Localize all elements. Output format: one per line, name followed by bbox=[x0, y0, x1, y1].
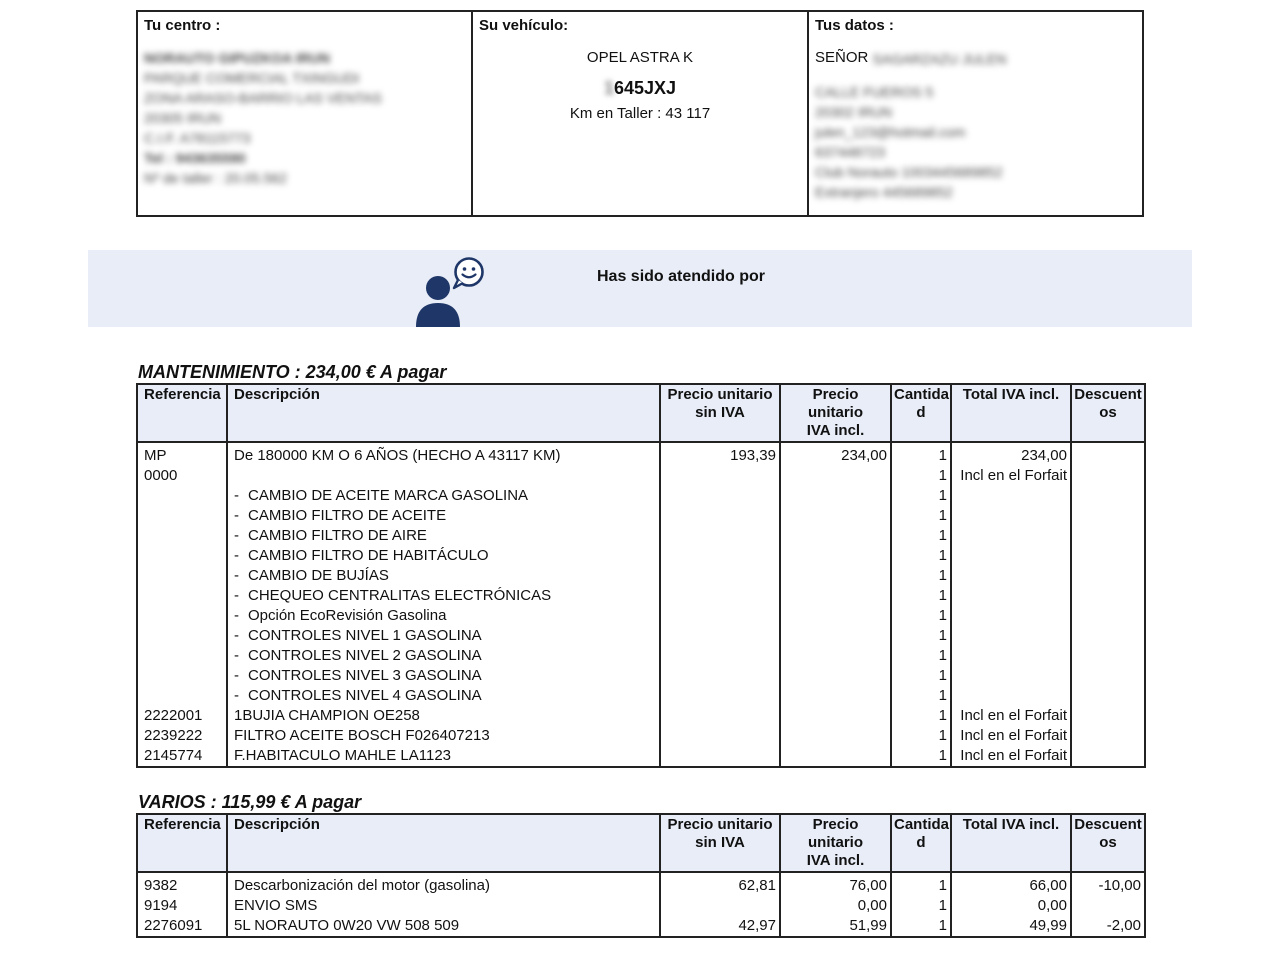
cell-descripcion bbox=[227, 486, 660, 506]
cell-precio-iva bbox=[780, 626, 891, 646]
cell-referencia bbox=[137, 706, 227, 726]
cell-total-text: 0,00 bbox=[1037, 897, 1067, 914]
bullet-dash: - bbox=[234, 667, 239, 684]
cell-cantidad bbox=[891, 706, 951, 726]
cell-referencia bbox=[137, 646, 227, 666]
cell-precio-iva bbox=[780, 606, 891, 626]
cell-total bbox=[951, 666, 1071, 686]
centro-line: Nº de taller : 20.05.562 bbox=[144, 170, 287, 186]
cell-descripcion-text: Opción EcoRevisión Gasolina bbox=[248, 607, 447, 624]
cell-referencia bbox=[137, 486, 227, 506]
cell-precio-iva-text: 234,00 bbox=[841, 447, 887, 464]
col-descripcion: Descripción bbox=[227, 814, 660, 872]
table-header-row bbox=[137, 384, 1145, 442]
license-plate bbox=[479, 78, 801, 99]
col-label: os bbox=[1099, 404, 1117, 421]
cell-cantidad bbox=[891, 466, 951, 486]
cell-descripcion-text: F.HABITACULO MAHLE LA1123 bbox=[234, 747, 452, 764]
cell-cantidad bbox=[891, 896, 951, 916]
table-row bbox=[137, 646, 1145, 666]
cell-cantidad bbox=[891, 506, 951, 526]
col-referencia: Referencia bbox=[137, 384, 227, 442]
table-row bbox=[137, 486, 1145, 506]
col-precio-iva bbox=[780, 384, 891, 442]
cell-descripcion bbox=[227, 526, 660, 546]
cell-cantidad-text: 1 bbox=[938, 507, 947, 524]
cell-precio-sin-iva bbox=[660, 586, 780, 606]
cell-total bbox=[951, 586, 1071, 606]
customer-line: 20302 IRUN bbox=[815, 104, 893, 120]
cell-descripcion bbox=[227, 546, 660, 566]
col-total: Total IVA incl. bbox=[951, 384, 1071, 442]
cell-precio-iva bbox=[780, 526, 891, 546]
cell-cantidad bbox=[891, 486, 951, 506]
col-label: os bbox=[1099, 834, 1117, 851]
col-label: Cantida bbox=[894, 386, 950, 403]
cell-cantidad bbox=[891, 726, 951, 746]
cell-cantidad bbox=[891, 566, 951, 586]
bullet-dash: - bbox=[234, 647, 239, 664]
cell-referencia bbox=[137, 626, 227, 646]
cell-descuento bbox=[1071, 666, 1145, 686]
cell-cantidad-text: 1 bbox=[938, 567, 947, 584]
cell-descripcion-text: ENVIO SMS bbox=[234, 897, 318, 914]
table-row bbox=[137, 686, 1145, 706]
plate-visible-part: 645JXJ bbox=[613, 78, 677, 98]
customer-name: SAGARZAZU JULEN bbox=[872, 51, 1007, 67]
cell-cantidad-text: 1 bbox=[938, 667, 947, 684]
cell-descripcion bbox=[227, 706, 660, 726]
cell-descripcion-text: CONTROLES NIVEL 2 GASOLINA bbox=[248, 647, 482, 664]
col-descripcion: Descripción bbox=[227, 384, 660, 442]
cell-precio-sin-iva bbox=[660, 566, 780, 586]
cell-total bbox=[951, 442, 1071, 466]
cell-descripcion bbox=[227, 646, 660, 666]
cell-precio-iva bbox=[780, 746, 891, 767]
cell-referencia-text: 2239222 bbox=[144, 727, 203, 744]
cell-total-text: Incl en el Forfait bbox=[960, 727, 1067, 744]
table-row bbox=[137, 606, 1145, 626]
cell-descripcion bbox=[227, 442, 660, 466]
cell-referencia-text: 9382 bbox=[144, 877, 178, 894]
cell-descuento bbox=[1071, 526, 1145, 546]
col-label: d bbox=[916, 404, 926, 421]
col-precio-iva bbox=[780, 814, 891, 872]
cell-referencia bbox=[137, 606, 227, 626]
cell-total bbox=[951, 506, 1071, 526]
cell-precio-iva bbox=[780, 506, 891, 526]
centro-line: 20305 IRUN bbox=[144, 110, 222, 126]
cell-descuento bbox=[1071, 466, 1145, 486]
cell-total bbox=[951, 606, 1071, 626]
cell-descripcion bbox=[227, 466, 660, 486]
cell-cantidad-text: 1 bbox=[938, 647, 947, 664]
datos-panel bbox=[809, 12, 1142, 215]
cell-precio-sin-iva bbox=[660, 896, 780, 916]
cell-precio-iva bbox=[780, 486, 891, 506]
cell-descuento bbox=[1071, 546, 1145, 566]
bullet-dash: - bbox=[234, 627, 239, 644]
cell-referencia bbox=[137, 896, 227, 916]
table-row bbox=[137, 896, 1145, 916]
cell-descripcion bbox=[227, 686, 660, 706]
cell-cantidad-text: 1 bbox=[938, 747, 947, 764]
bullet-dash: - bbox=[234, 567, 239, 584]
cell-referencia-text: 2145774 bbox=[144, 747, 203, 764]
cell-cantidad-text: 1 bbox=[938, 727, 947, 744]
cell-precio-iva bbox=[780, 442, 891, 466]
cell-cantidad-text: 1 bbox=[938, 707, 947, 724]
cell-precio-sin-iva bbox=[660, 626, 780, 646]
salutation: SEÑOR bbox=[815, 49, 869, 66]
cell-descuento-text: -10,00 bbox=[1098, 877, 1141, 894]
cell-cantidad bbox=[891, 666, 951, 686]
table-header-row bbox=[137, 814, 1145, 872]
customer-lines bbox=[815, 82, 1136, 202]
cell-descripcion-text: CHEQUEO CENTRALITAS ELECTRÓNICAS bbox=[248, 587, 552, 604]
centro-panel bbox=[138, 12, 473, 215]
cell-total bbox=[951, 746, 1071, 767]
cell-cantidad-text: 1 bbox=[938, 607, 947, 624]
cell-total bbox=[951, 706, 1071, 726]
cell-descuento bbox=[1071, 506, 1145, 526]
table-row bbox=[137, 526, 1145, 546]
centro-title: Tu centro : bbox=[144, 17, 221, 34]
cell-precio-iva bbox=[780, 686, 891, 706]
bullet-dash: - bbox=[234, 507, 239, 524]
cell-precio-sin-iva bbox=[660, 666, 780, 686]
cell-total bbox=[951, 896, 1071, 916]
cell-referencia bbox=[137, 746, 227, 767]
table-row bbox=[137, 546, 1145, 566]
cell-precio-sin-iva-text: 62,81 bbox=[738, 877, 776, 894]
cell-total bbox=[951, 486, 1071, 506]
col-label: d bbox=[916, 834, 926, 851]
cell-cantidad bbox=[891, 872, 951, 896]
cell-referencia bbox=[137, 566, 227, 586]
cell-precio-iva bbox=[780, 466, 891, 486]
cell-total bbox=[951, 626, 1071, 646]
cell-precio-sin-iva bbox=[660, 726, 780, 746]
cell-precio-sin-iva bbox=[660, 706, 780, 726]
cell-precio-iva-text: 76,00 bbox=[849, 877, 887, 894]
cell-descripcion-text: De 180000 KM O 6 AÑOS (HECHO A 43117 KM) bbox=[234, 447, 561, 464]
cell-precio-iva bbox=[780, 726, 891, 746]
vehiculo-title: Su vehículo: bbox=[479, 17, 569, 34]
cell-descripcion-text: CAMBIO FILTRO DE ACEITE bbox=[248, 507, 447, 524]
cell-precio-sin-iva bbox=[660, 442, 780, 466]
table-row bbox=[137, 746, 1145, 767]
vehicle-model: OPEL ASTRA K bbox=[586, 49, 694, 66]
cell-precio-iva bbox=[780, 872, 891, 896]
col-label: Precio unitario bbox=[808, 386, 863, 421]
cell-precio-sin-iva bbox=[660, 606, 780, 626]
col-referencia: Referencia bbox=[137, 814, 227, 872]
cell-referencia bbox=[137, 586, 227, 606]
cell-descripcion bbox=[227, 916, 660, 937]
col-label: sin IVA bbox=[695, 834, 745, 851]
centro-lines bbox=[144, 48, 465, 188]
cell-precio-iva bbox=[780, 916, 891, 937]
cell-referencia-text: 9194 bbox=[144, 897, 178, 914]
cell-referencia-text: 2276091 bbox=[144, 917, 203, 934]
col-label: Precio unitario bbox=[808, 816, 863, 851]
cell-cantidad bbox=[891, 746, 951, 767]
centro-line: PARQUE COMERCIAL TXINGUDI bbox=[144, 70, 360, 86]
cell-precio-sin-iva bbox=[660, 486, 780, 506]
cell-cantidad bbox=[891, 626, 951, 646]
mantenimiento-title: MANTENIMIENTO : 234,00 € A pagar bbox=[138, 362, 447, 382]
cell-precio-iva bbox=[780, 706, 891, 726]
cell-referencia bbox=[137, 726, 227, 746]
cell-precio-sin-iva bbox=[660, 872, 780, 896]
cell-total bbox=[951, 466, 1071, 486]
cell-total-text: 234,00 bbox=[1021, 447, 1067, 464]
table-row bbox=[137, 706, 1145, 726]
centro-line: ZONA ARASO-BARRIO LAS VENTAS bbox=[144, 90, 382, 106]
col-label: Cantida bbox=[894, 816, 950, 833]
cell-descripcion-text: CAMBIO FILTRO DE HABITÁCULO bbox=[248, 547, 489, 564]
datos-title: Tus datos : bbox=[815, 17, 894, 34]
cell-descripcion-text: CONTROLES NIVEL 4 GASOLINA bbox=[248, 687, 482, 704]
mantenimiento-rows bbox=[137, 442, 1145, 767]
cell-total bbox=[951, 686, 1071, 706]
cell-cantidad bbox=[891, 606, 951, 626]
cell-referencia bbox=[137, 872, 227, 896]
cell-cantidad-text: 1 bbox=[938, 527, 947, 544]
cell-cantidad-text: 1 bbox=[938, 467, 947, 484]
cell-referencia bbox=[137, 546, 227, 566]
cell-total-text: Incl en el Forfait bbox=[960, 747, 1067, 764]
cell-precio-sin-iva bbox=[660, 646, 780, 666]
centro-line: Tel : 943635590 bbox=[144, 150, 246, 166]
varios-title: VARIOS : 115,99 € A pagar bbox=[138, 792, 362, 812]
cell-cantidad-text: 1 bbox=[938, 897, 947, 914]
table-row bbox=[137, 586, 1145, 606]
cell-descuento bbox=[1071, 486, 1145, 506]
table-row bbox=[137, 726, 1145, 746]
cell-descuento bbox=[1071, 586, 1145, 606]
cell-cantidad bbox=[891, 526, 951, 546]
col-descuentos bbox=[1071, 384, 1145, 442]
cell-referencia bbox=[137, 686, 227, 706]
bullet-dash: - bbox=[234, 547, 239, 564]
cell-precio-sin-iva bbox=[660, 746, 780, 767]
cell-cantidad-text: 1 bbox=[938, 547, 947, 564]
cell-precio-iva bbox=[780, 546, 891, 566]
col-label: Precio unitario bbox=[667, 386, 773, 403]
cell-precio-iva bbox=[780, 646, 891, 666]
col-cantidad bbox=[891, 814, 951, 872]
cell-referencia-text: 0000 bbox=[144, 467, 178, 484]
cell-descuento bbox=[1071, 916, 1145, 937]
cell-cantidad-text: 1 bbox=[938, 687, 947, 704]
cell-descuento bbox=[1071, 686, 1145, 706]
cell-cantidad bbox=[891, 686, 951, 706]
cell-descuento bbox=[1071, 646, 1145, 666]
table-row bbox=[137, 666, 1145, 686]
cell-total bbox=[951, 566, 1071, 586]
col-cantidad bbox=[891, 384, 951, 442]
cell-descuento bbox=[1071, 896, 1145, 916]
centro-line: C.I.F. A78115773 bbox=[144, 130, 251, 146]
cell-cantidad-text: 1 bbox=[938, 627, 947, 644]
cell-descuento bbox=[1071, 726, 1145, 746]
cell-referencia bbox=[137, 916, 227, 937]
cell-total bbox=[951, 916, 1071, 937]
cell-precio-sin-iva-text: 193,39 bbox=[730, 447, 776, 464]
table-row bbox=[137, 566, 1145, 586]
cell-cantidad bbox=[891, 546, 951, 566]
cell-precio-iva bbox=[780, 666, 891, 686]
cell-cantidad bbox=[891, 442, 951, 466]
cell-descripcion bbox=[227, 666, 660, 686]
cell-descuento bbox=[1071, 442, 1145, 466]
cell-descripcion bbox=[227, 606, 660, 626]
cell-referencia-text: MP bbox=[144, 447, 167, 464]
cell-descripcion bbox=[227, 746, 660, 767]
table-row bbox=[137, 466, 1145, 486]
attended-by-text: Has sido atendido por bbox=[597, 268, 766, 285]
cell-precio-sin-iva bbox=[660, 546, 780, 566]
customer-line: Extranjero 445689852 bbox=[815, 184, 953, 200]
cell-precio-sin-iva bbox=[660, 916, 780, 937]
cell-descripcion bbox=[227, 626, 660, 646]
bullet-dash: - bbox=[234, 607, 239, 624]
cell-descripcion-text: CAMBIO FILTRO DE AIRE bbox=[248, 527, 427, 544]
agent-chat-icon bbox=[414, 253, 490, 327]
cell-descripcion-text: 1BUJIA CHAMPION OE258 bbox=[234, 707, 420, 724]
cell-precio-sin-iva bbox=[660, 686, 780, 706]
cell-cantidad-text: 1 bbox=[938, 587, 947, 604]
cell-precio-iva bbox=[780, 566, 891, 586]
cell-cantidad-text: 1 bbox=[938, 917, 947, 934]
cell-total bbox=[951, 526, 1071, 546]
col-precio-sin-iva bbox=[660, 814, 780, 872]
col-precio-sin-iva bbox=[660, 384, 780, 442]
cell-descripcion-text: CONTROLES NIVEL 3 GASOLINA bbox=[248, 667, 482, 684]
cell-total-text: Incl en el Forfait bbox=[960, 467, 1067, 484]
cell-total-text: 49,99 bbox=[1029, 917, 1067, 934]
cell-cantidad bbox=[891, 646, 951, 666]
varios-rows bbox=[137, 872, 1145, 937]
cell-precio-sin-iva bbox=[660, 466, 780, 486]
km-reading: Km en Taller : 43 117 bbox=[569, 105, 711, 122]
cell-referencia bbox=[137, 466, 227, 486]
vehiculo-panel bbox=[473, 12, 809, 215]
cell-descripcion-text: 5L NORAUTO 0W20 VW 508 509 bbox=[234, 917, 460, 934]
cell-precio-sin-iva bbox=[660, 506, 780, 526]
bullet-dash: - bbox=[234, 487, 239, 504]
cell-descripcion bbox=[227, 726, 660, 746]
cell-descripcion bbox=[227, 506, 660, 526]
cell-descripcion-text: CAMBIO DE BUJÍAS bbox=[248, 567, 389, 584]
cell-precio-iva bbox=[780, 586, 891, 606]
cell-cantidad-text: 1 bbox=[938, 447, 947, 464]
cell-cantidad-text: 1 bbox=[938, 487, 947, 504]
mantenimiento-table bbox=[136, 383, 1146, 768]
plate-hidden-part: 1 bbox=[603, 78, 614, 98]
cell-referencia bbox=[137, 442, 227, 466]
bullet-dash: - bbox=[234, 587, 239, 604]
cell-descripcion bbox=[227, 586, 660, 606]
col-label: IVA incl. bbox=[806, 852, 865, 869]
table-row bbox=[137, 442, 1145, 466]
customer-name-row bbox=[815, 49, 1136, 69]
cell-total bbox=[951, 726, 1071, 746]
attended-banner bbox=[88, 250, 1192, 327]
cell-descuento bbox=[1071, 746, 1145, 767]
customer-line: julen_123@hotmail.com bbox=[815, 124, 966, 140]
cell-precio-sin-iva bbox=[660, 526, 780, 546]
table-row bbox=[137, 872, 1145, 896]
cell-descripcion bbox=[227, 896, 660, 916]
cell-descripcion-text: FILTRO ACEITE BOSCH F026407213 bbox=[234, 727, 490, 744]
cell-descripcion-text: CONTROLES NIVEL 1 GASOLINA bbox=[248, 627, 482, 644]
bullet-dash: - bbox=[234, 527, 239, 544]
col-label: Descuent bbox=[1074, 386, 1142, 403]
cell-descuento-text: -2,00 bbox=[1106, 917, 1141, 934]
varios-table bbox=[136, 813, 1146, 938]
bullet-dash: - bbox=[234, 687, 239, 704]
cell-referencia bbox=[137, 526, 227, 546]
col-label: Precio unitario bbox=[667, 816, 773, 833]
cell-descuento bbox=[1071, 626, 1145, 646]
cell-total bbox=[951, 646, 1071, 666]
col-total: Total IVA incl. bbox=[951, 814, 1071, 872]
cell-total-text: Incl en el Forfait bbox=[960, 707, 1067, 724]
cell-cantidad-text: 1 bbox=[938, 877, 947, 894]
table-row bbox=[137, 626, 1145, 646]
cell-referencia-text: 2222001 bbox=[144, 707, 203, 724]
customer-line: CALLE FUEROS 5 bbox=[815, 84, 934, 100]
cell-precio-iva-text: 51,99 bbox=[849, 917, 887, 934]
cell-descripcion-text: CAMBIO DE ACEITE MARCA GASOLINA bbox=[248, 487, 529, 504]
cell-cantidad bbox=[891, 586, 951, 606]
cell-descripcion-text: Descarbonización del motor (gasolina) bbox=[234, 877, 490, 894]
cell-descuento bbox=[1071, 872, 1145, 896]
cell-descripcion bbox=[227, 872, 660, 896]
cell-precio-sin-iva-text: 42,97 bbox=[738, 917, 776, 934]
cell-descuento bbox=[1071, 606, 1145, 626]
cell-total bbox=[951, 546, 1071, 566]
cell-descripcion bbox=[227, 566, 660, 586]
cell-precio-iva bbox=[780, 896, 891, 916]
cell-descuento bbox=[1071, 706, 1145, 726]
cell-total bbox=[951, 872, 1071, 896]
cell-total-text: 66,00 bbox=[1029, 877, 1067, 894]
col-label: IVA incl. bbox=[806, 422, 865, 439]
table-row bbox=[137, 916, 1145, 937]
centro-line: NORAUTO GIPUZKOA IRUN bbox=[144, 50, 330, 66]
col-label: sin IVA bbox=[695, 404, 745, 421]
table-row bbox=[137, 506, 1145, 526]
col-descuentos bbox=[1071, 814, 1145, 872]
cell-cantidad bbox=[891, 916, 951, 937]
cell-descuento bbox=[1071, 566, 1145, 586]
cell-precio-iva-text: 0,00 bbox=[857, 897, 887, 914]
customer-line: Club Norauto 1003445689852 bbox=[815, 164, 1003, 180]
cell-referencia bbox=[137, 666, 227, 686]
col-label: Descuent bbox=[1074, 816, 1142, 833]
customer-line: 637448723 bbox=[815, 144, 886, 160]
header-info bbox=[136, 10, 1144, 217]
cell-referencia bbox=[137, 506, 227, 526]
